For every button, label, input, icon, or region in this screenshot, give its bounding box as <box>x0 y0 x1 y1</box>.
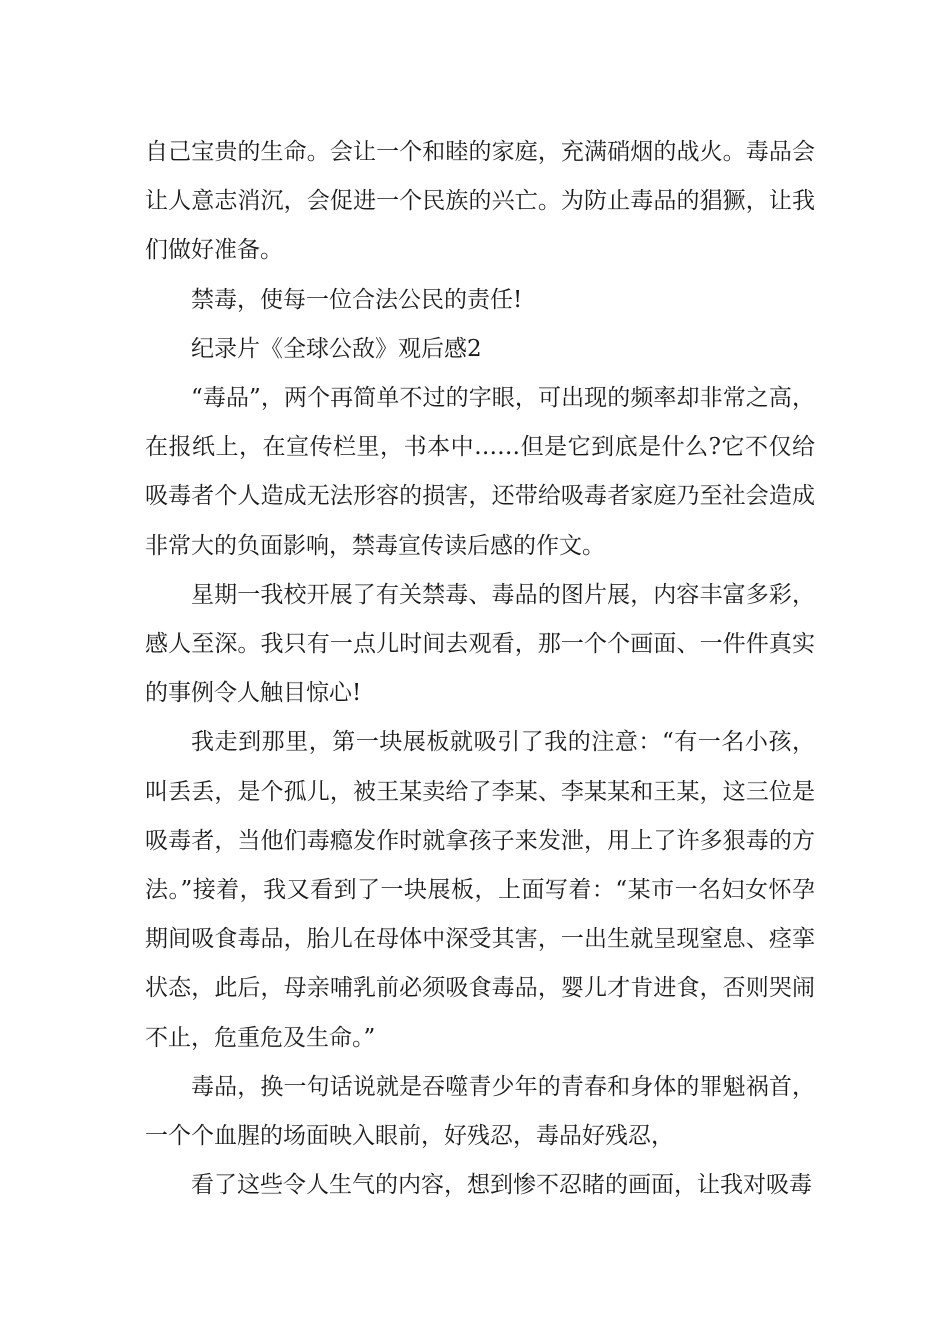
paragraph-exhibition: 星期一我校开展了有关禁毒、毒品的图片展，内容丰富多彩，感人至深。我只有一点儿时间去观看，那一个个画面、一件件真实的事例令人触目惊心! <box>145 581 815 707</box>
essay-title: 纪录片《全球公敌》观后感2 <box>191 335 482 362</box>
paragraph-slogan: 禁毒，使每一位合法公民的责任! <box>191 286 523 313</box>
paragraph-continuation: 自己宝贵的生命。会让一个和睦的家庭，充满硝烟的战火。毒品会让人意志消沉，会促进一个民族的兴亡。为防止毒品的猖獗，让我们做好准备。 <box>145 139 815 264</box>
paragraph-reflection: 毒品，换一句话说就是吞噬青少年的青春和身体的罪魁祸首，一个个血腥的场面映入眼前，好残忍，毒品好残忍， <box>145 1073 815 1150</box>
paragraph-conclusion: 看了这些令人生气的内容，想到惨不忍睹的画面，让我对吸毒 <box>191 1172 812 1199</box>
paragraph-exhibit-boards: 我走到那里，第一块展板就吸引了我的注意：“有一名小孩，叫丢丢，是个孤儿，被王某卖给了李某、李某某和王某，这三位是吸毒者，当他们毒瘾发作时就拿孩子来发泄，用上了许多狠毒的方法。”接着，我又看到了一块展板，上面写着：“某市一名妇女怀孕期间吸食毒品，胎儿在母体中深受其害，一出生就呈现窒息、痉挛状态，此后，母亲哺乳前必须吸食毒品，婴儿才肯进食，否则哭闹不止，危重危及生命。” <box>145 729 815 1051</box>
paragraph-intro: “毒品”，两个再简单不过的字眼，可出现的频率却非常之高，在报纸上，在宣传栏里，书本中……但是它到底是什么?它不仅给吸毒者个人造成无法形容的损害，还带给吸毒者家庭乃至社会造成非常大的负面影响，禁毒宣传读后感的作文。 <box>145 385 815 559</box>
document-body <box>145 128 815 1210</box>
